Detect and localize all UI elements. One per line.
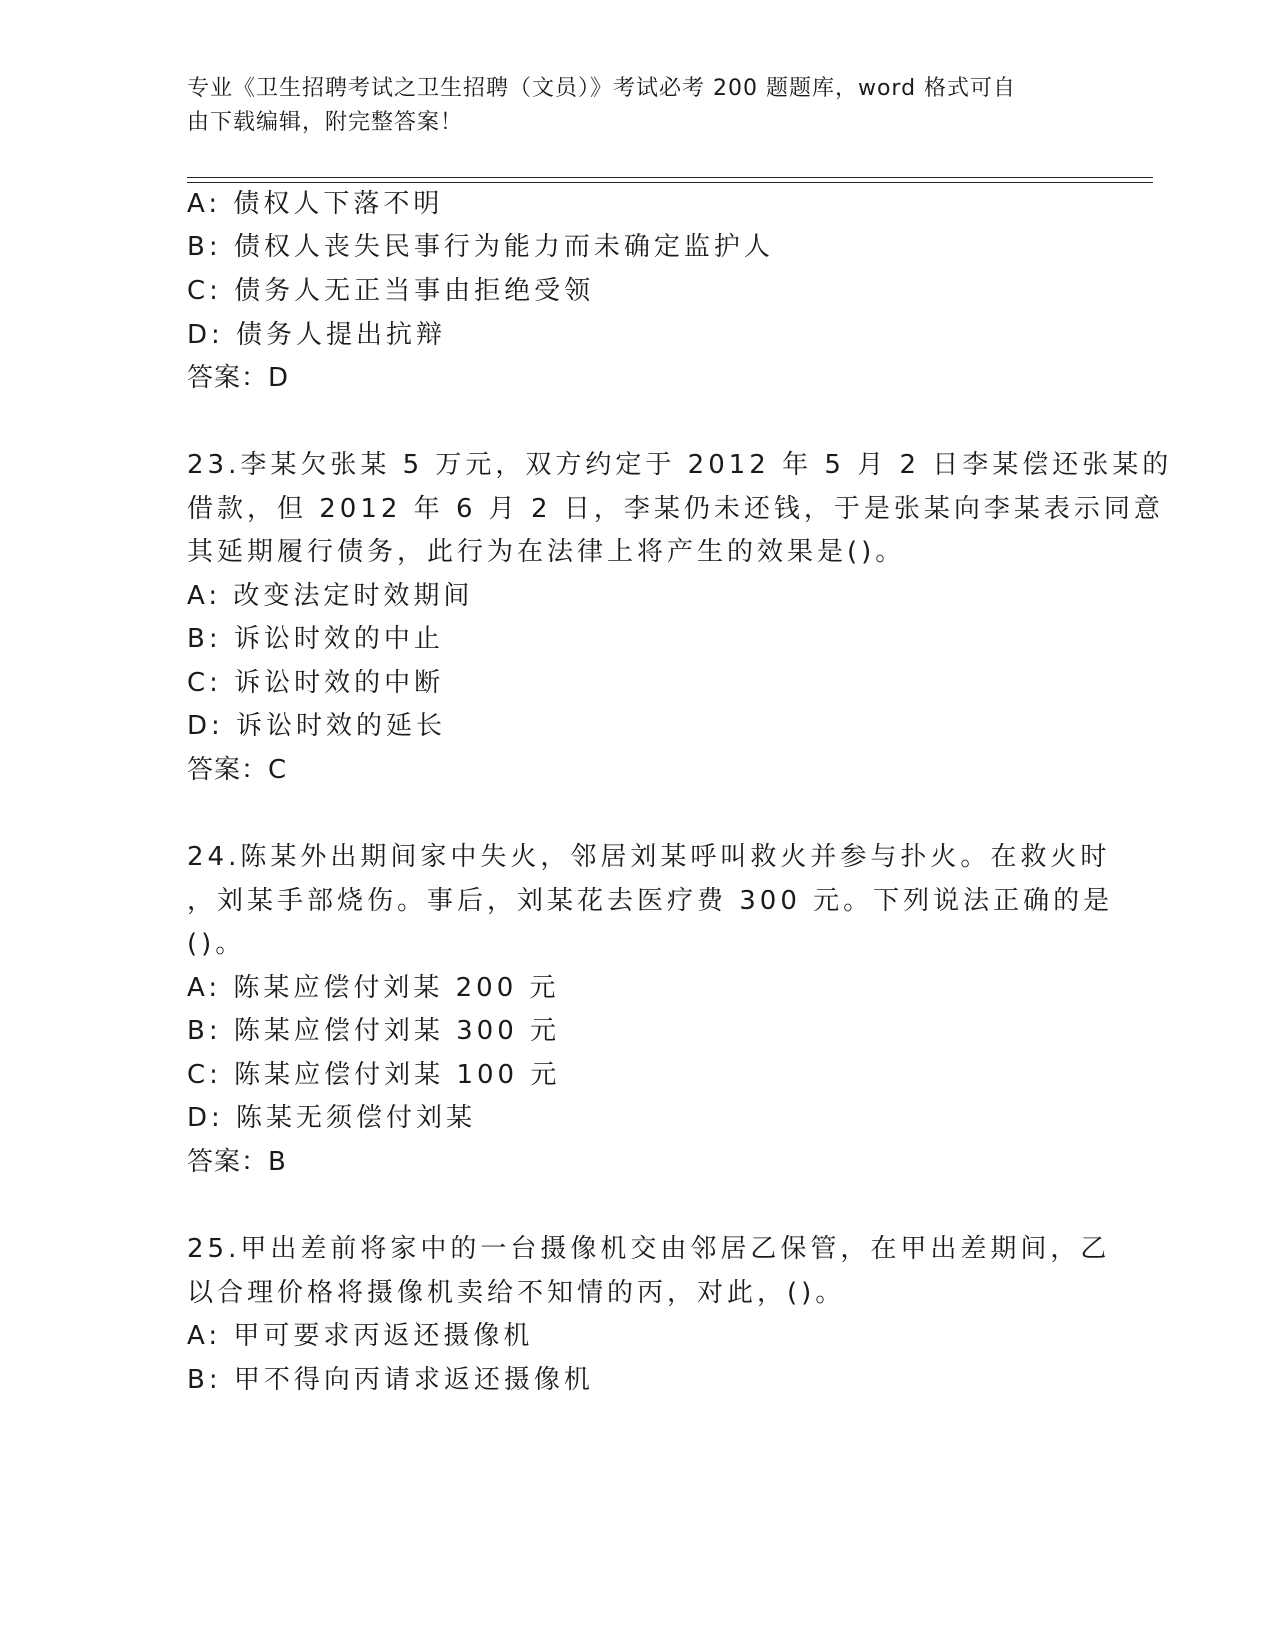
q25-stem-line-2: 以合理价格将摄像机卖给不知情的丙，对此，()。 — [187, 1278, 846, 1308]
q24-option-b: B: 陈某应偿付刘某 300 元 — [187, 1016, 561, 1046]
document-header — [187, 72, 1067, 140]
q24-option-d: D: 陈某无须偿付刘某 — [187, 1103, 477, 1133]
q24-stem-line-1: 24.陈某外出期间家中失火，邻居刘某呼叫救火并参与扑火。在救火时 — [187, 842, 1111, 872]
q24-answer: 答案：B — [187, 1147, 287, 1177]
q23-option-b: B: 诉讼时效的中止 — [187, 624, 444, 654]
q23-stem-line-1: 23.李某欠张某 5 万元，双方约定于 2012 年 5 月 2 日李某偿还张某的 — [187, 450, 1173, 480]
q23-stem-line-2: 借款，但 2012 年 6 月 2 日，李某仍未还钱，于是张某向李某表示同意 — [187, 494, 1164, 524]
q22-option-a: A: 债权人下落不明 — [187, 189, 444, 219]
q24-stem-line-2: ，刘某手部烧伤。事后，刘某花去医疗费 300 元。下列说法正确的是 — [187, 886, 1114, 916]
q24-option-c: C: 陈某应偿付刘某 100 元 — [187, 1060, 561, 1090]
header-rule-bottom — [187, 182, 1153, 183]
q23-option-a: A: 改变法定时效期间 — [187, 581, 474, 611]
q23-option-d: D: 诉讼时效的延长 — [187, 711, 447, 741]
q22-option-b: B: 债权人丧失民事行为能力而未确定监护人 — [187, 232, 774, 262]
header-line-2: 由下载编辑，附完整答案！ — [187, 110, 464, 135]
header-rule-top — [187, 177, 1153, 178]
q22-option-c: C: 债务人无正当事由拒绝受领 — [187, 276, 595, 306]
header-line-1: 专业《卫生招聘考试之卫生招聘（文员）》考试必考 200 题题库，word 格式可自 — [187, 76, 1017, 101]
q23-option-c: C: 诉讼时效的中断 — [187, 668, 445, 698]
q22-answer: 答案：D — [187, 363, 290, 393]
q22-option-d: D: 债务人提出抗辩 — [187, 320, 447, 350]
q24-stem-line-3: ()。 — [187, 929, 246, 959]
q24-option-a: A: 陈某应偿付刘某 200 元 — [187, 973, 560, 1003]
q25-option-b: B: 甲不得向丙请求返还摄像机 — [187, 1365, 594, 1395]
q25-stem-line-1: 25.甲出差前将家中的一台摄像机交由邻居乙保管，在甲出差期间，乙 — [187, 1234, 1111, 1264]
q25-option-a: A: 甲可要求丙返还摄像机 — [187, 1321, 534, 1351]
q23-stem-line-3: 其延期履行债务，此行为在法律上将产生的效果是()。 — [187, 537, 906, 567]
q23-answer: 答案：C — [187, 755, 288, 785]
